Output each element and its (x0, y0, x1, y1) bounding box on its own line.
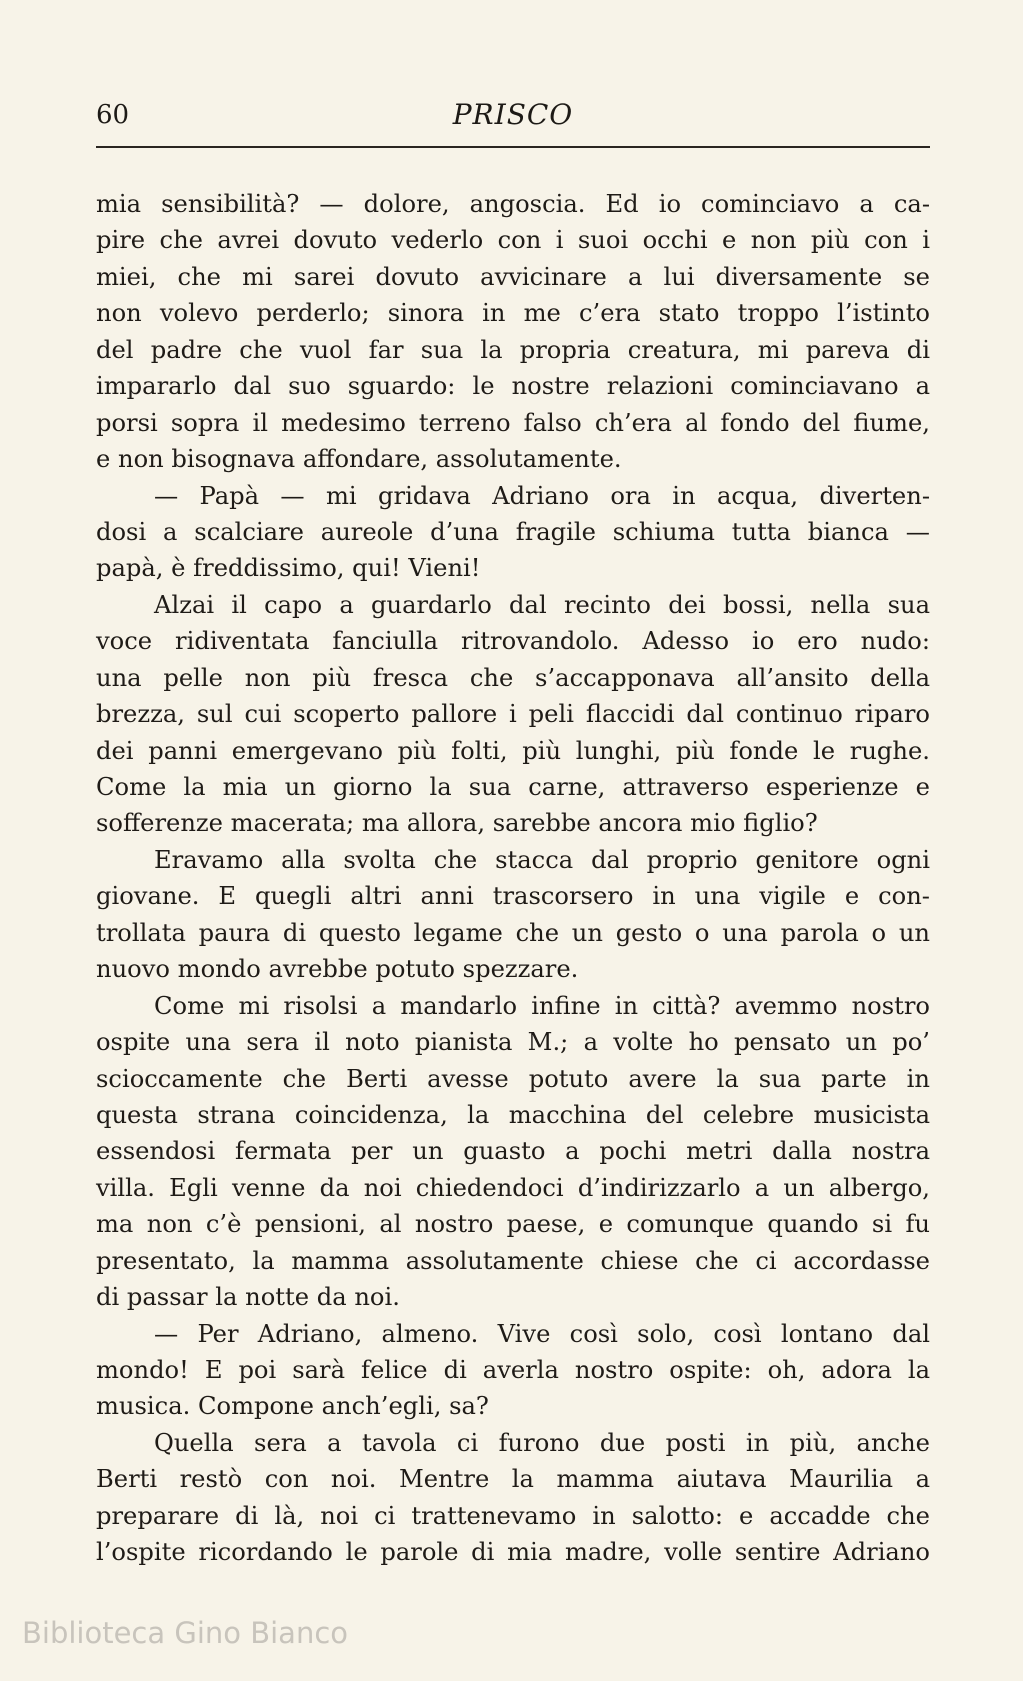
running-title: PRISCO (452, 98, 574, 131)
text-line: trollata paura di questo legame che un gesto o una parola o un (96, 918, 930, 947)
text-line: giovane. E quegli altri anni trascorsero in una vigile e con- (96, 882, 930, 911)
text-line: Quella sera a tavola ci furono due posti in più, anche (154, 1428, 930, 1457)
text-line: questa strana coincidenza, la macchina del celebre musicista (96, 1100, 930, 1129)
text-line: preparare di là, noi ci trattenevamo in salotto: e accadde che (96, 1501, 930, 1530)
text-line: impararlo dal suo sguardo: le nostre relazioni cominciavano a (96, 372, 930, 401)
text-line: Berti restò con noi. Mentre la mamma aiutava Maurilia a (96, 1465, 930, 1494)
text-line: musica. Compone anch’egli, sa? (96, 1392, 489, 1421)
page-header (96, 96, 930, 136)
text-line: voce ridiventata fanciulla ritrovandolo. Adesso io ero nudo: (96, 627, 930, 656)
body-text (96, 186, 930, 1571)
text-line: e non bisognava affondare, assolutamente. (96, 445, 622, 474)
text-line: — Per Adriano, almeno. Vive così solo, così lontano dal (154, 1319, 930, 1348)
text-line: porsi sopra il medesimo terreno falso ch’era al fondo del fiume, (96, 408, 930, 437)
text-line: mia sensibilità? — dolore, angoscia. Ed io cominciavo a ca- (96, 190, 930, 218)
text-line: Alzai il capo a guardarlo dal recinto dei bossi, nella sua (154, 590, 930, 619)
text-line: ma non c’è pensioni, al nostro paese, e comunque quando si fu (96, 1210, 930, 1239)
text-line: nuovo mondo avrebbe potuto spezzare. (96, 955, 579, 984)
text-line: scioccamente che Berti avesse potuto avere la sua parte in (96, 1064, 930, 1093)
text-line: non volevo perderlo; sinora in me c’era stato troppo l’istinto (96, 299, 930, 328)
text-line: di passar la notte da noi. (96, 1283, 400, 1312)
library-watermark: Biblioteca Gino Bianco (22, 1616, 349, 1650)
text-line: brezza, sul cui scoperto pallore i peli flaccidi dal continuo riparo (96, 700, 930, 729)
text-line: villa. Egli venne da noi chiedendoci d’indirizzarlo a un albergo, (96, 1173, 930, 1202)
text-line: mondo! E poi sarà felice di averla nostro ospite: oh, adora la (96, 1356, 930, 1384)
text-line: sofferenze macerata; ma allora, sarebbe ancora mio figlio? (96, 809, 818, 838)
text-line: ospite una sera il noto pianista M.; a volte ho pensato un po’ (96, 1028, 930, 1057)
text-line: Eravamo alla svolta che stacca dal proprio genitore ogni (154, 845, 930, 874)
text-line: l’ospite ricordando le parole di mia madre, volle sentire Adriano (96, 1538, 930, 1567)
text-line: Come la mia un giorno la sua carne, attraverso esperienze e (96, 773, 930, 801)
text-line: dosi a scalciare aureole d’una fragile schiuma tutta bianca — (96, 517, 930, 546)
text-line: miei, che mi sarei dovuto avvicinare a lui diversamente se (96, 262, 930, 291)
text-line: del padre che vuol far sua la propria creatura, mi pareva di (96, 335, 930, 364)
text-line: — Papà — mi gridava Adriano ora in acqua, diverten- (154, 481, 930, 510)
text-line: presentato, la mamma assolutamente chiese che ci accordasse (96, 1246, 930, 1275)
text-line: papà, è freddissimo, qui! Vieni! (96, 554, 481, 583)
text-line: dei panni emergevano più folti, più lunghi, più fonde le rughe. (96, 736, 930, 765)
text-line: Come mi risolsi a mandarlo infine in città? avemmo nostro (154, 991, 930, 1020)
header-rule (96, 146, 930, 148)
text-line: una pelle non più fresca che s’accapponava all’ansito della (96, 663, 930, 692)
text-line: essendosi fermata per un guasto a pochi metri dalla nostra (96, 1137, 930, 1166)
page-number: 60 (96, 100, 130, 130)
text-line: pire che avrei dovuto vederlo con i suoi occhi e non più con i (96, 226, 930, 255)
